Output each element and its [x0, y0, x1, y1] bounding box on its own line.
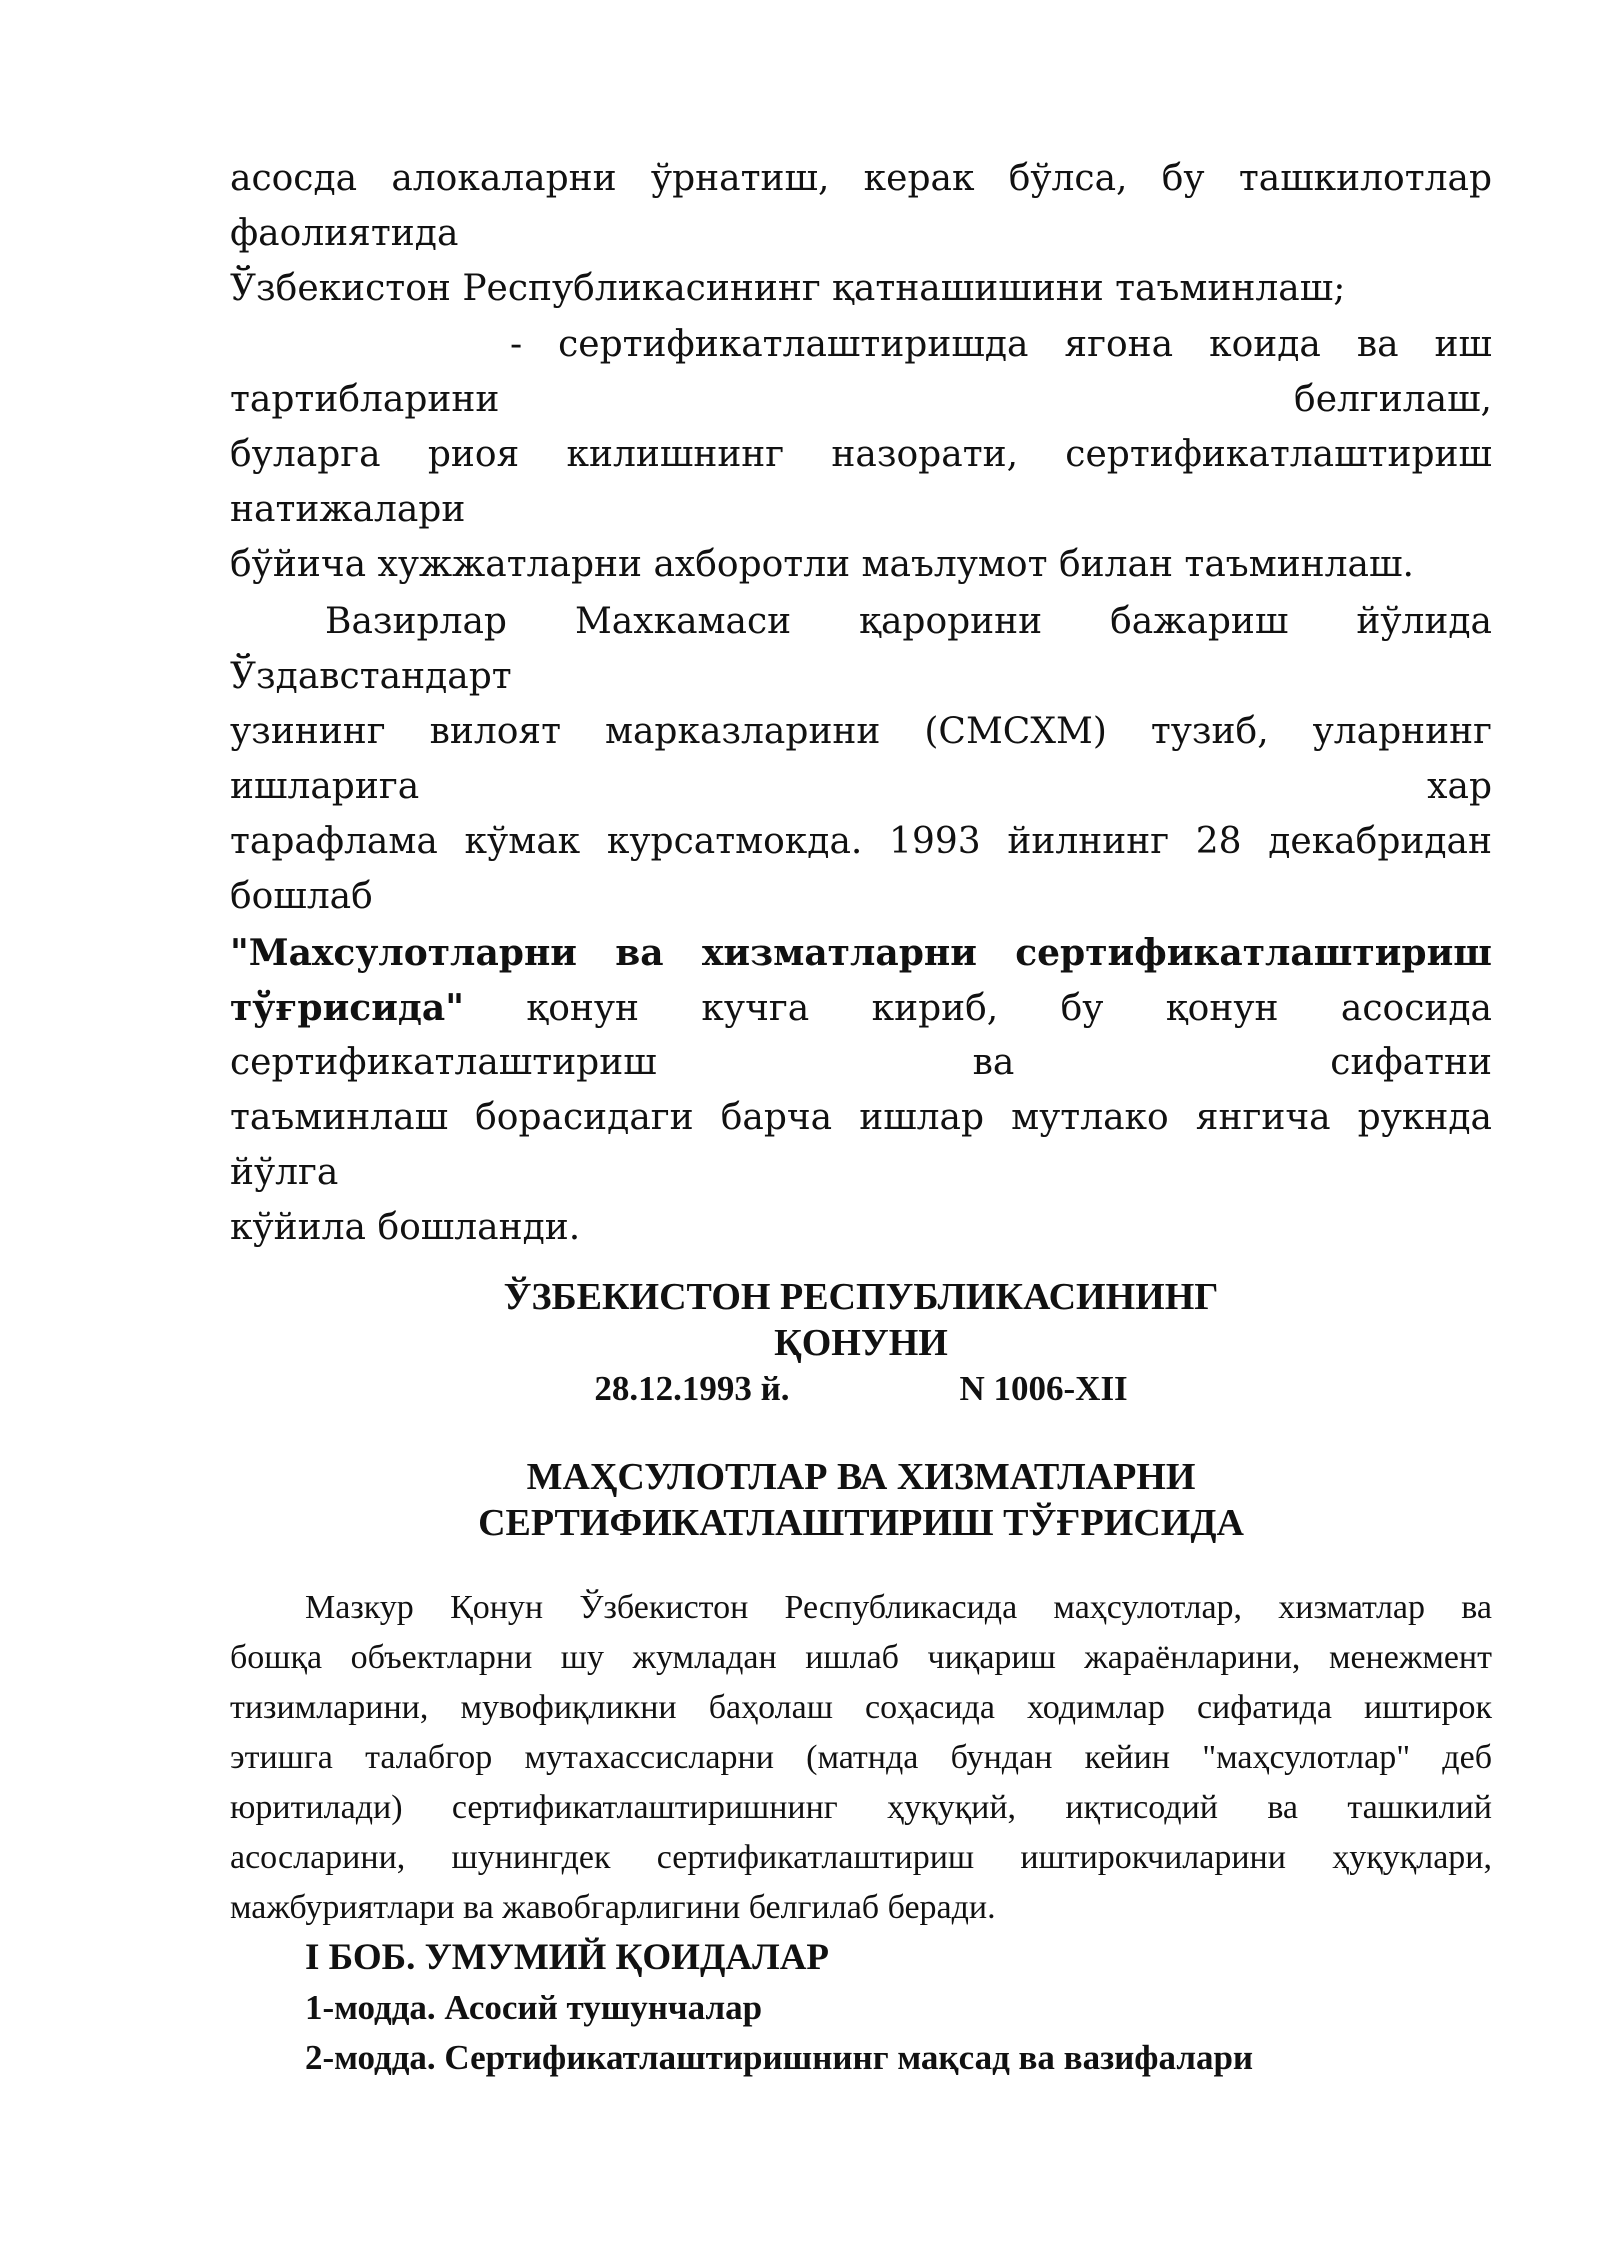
preamble-line: этишга талабгор мутахассисларни (матнда бундан кейин "маҳсулотлар" деб [230, 1739, 1492, 1776]
text-line: фаолиятида [230, 213, 459, 254]
law-header-country: ЎЗБЕКИСТОН РЕСПУБЛИКАСИНИНГ [503, 1276, 1219, 1318]
article-heading: 2-модда. Сертификатлаштиришнинг мақсад ва вазифалари [305, 2038, 1254, 2077]
text-line [230, 981, 1492, 1035]
text-line: бўйича хужжатларни ахборотли маълумот билан таъминлаш. [230, 544, 1414, 585]
text-line: асосда алокаларни ўрнатиш, керак бўлса, бу ташкилотлар [230, 158, 1492, 199]
law-title-line2: СЕРТИФИКАТЛАШТИРИШ ТЎҒРИСИДА [478, 1502, 1244, 1544]
text-line: ишларига хар [230, 766, 1492, 807]
preamble-line: юритилади) сертификатлаштиришнинг ҳуқуқий, иқтисодий ва ташкилий [230, 1789, 1492, 1826]
text-line: кўйила бошланди. [230, 1207, 581, 1248]
text-line: тартибларини белгилаш, [230, 379, 1492, 420]
text-line: - сертификатлаштиришда ягона коида ва иш [510, 324, 1492, 365]
preamble-line: Мазкур Қонун Ўзбекистон Республикасида маҳсулотлар, хизматлар ва [305, 1589, 1492, 1626]
article-heading: 1-модда. Асосий тушунчалар [305, 1988, 763, 2027]
preamble-line: асосларини, шунингдек сертификатлаштириш иштирокчиларини ҳуқуқлари, [230, 1839, 1492, 1876]
text-fragment: қонун кучга кириб, бу қонун асосида [526, 988, 1492, 1029]
text-line: бошлаб [230, 876, 373, 917]
preamble-line: бошқа объектларни шу жумладан ишлаб чиқариш жараёнларини, менежмент [230, 1639, 1492, 1676]
text-line: Ўзбекистон Республикасининг қатнашишини таъминлаш; [230, 268, 1346, 309]
text-line: таъминлаш борасидаги барча ишлар мутлако янгича рукнда [230, 1097, 1492, 1138]
law-date: 28.12.1993 й. [594, 1369, 790, 1408]
text-line: йўлга [230, 1152, 339, 1193]
text-line: Вазирлар Махкамаси қарорини бажариш йўлида [325, 601, 1492, 642]
text-line: тарафлама кўмак курсатмокда. 1993 йилнинг 28 декабридан [230, 821, 1492, 862]
preamble-line: мажбуриятлари ва жавобгарлигини белгилаб беради. [230, 1889, 996, 1926]
text-line: Ўздавстандарт [230, 656, 512, 697]
law-number: N 1006-XII [959, 1369, 1128, 1408]
law-title-line1: МАҲСУЛОТЛАР ВА ХИЗМАТЛАРНИ [526, 1456, 1196, 1498]
law-header-type: ҚОНУНИ [774, 1322, 948, 1364]
text-line: натижалари [230, 489, 466, 530]
law-name-bold: "Махсулотларни ва хизматларни сертификатлаштириш [230, 932, 1492, 974]
preamble-line: тизимларини, мувофиқликни баҳолаш соҳасида ходимлар сифатида иштирок [230, 1689, 1492, 1726]
law-name-bold-end: тўғрисида" [230, 987, 464, 1029]
text-line: сертификатлаштириш ва сифатни [230, 1042, 1492, 1083]
text-line: узининг вилоят марказларини (СМСХМ) тузиб, уларнинг [230, 711, 1492, 752]
law-date-number [230, 1366, 1492, 1412]
text-line: буларга риоя килишнинг назорати, сертификатлаштириш [230, 434, 1492, 475]
chapter-heading: I БОБ. УМУМИЙ ҚОИДАЛАР [305, 1937, 830, 1978]
